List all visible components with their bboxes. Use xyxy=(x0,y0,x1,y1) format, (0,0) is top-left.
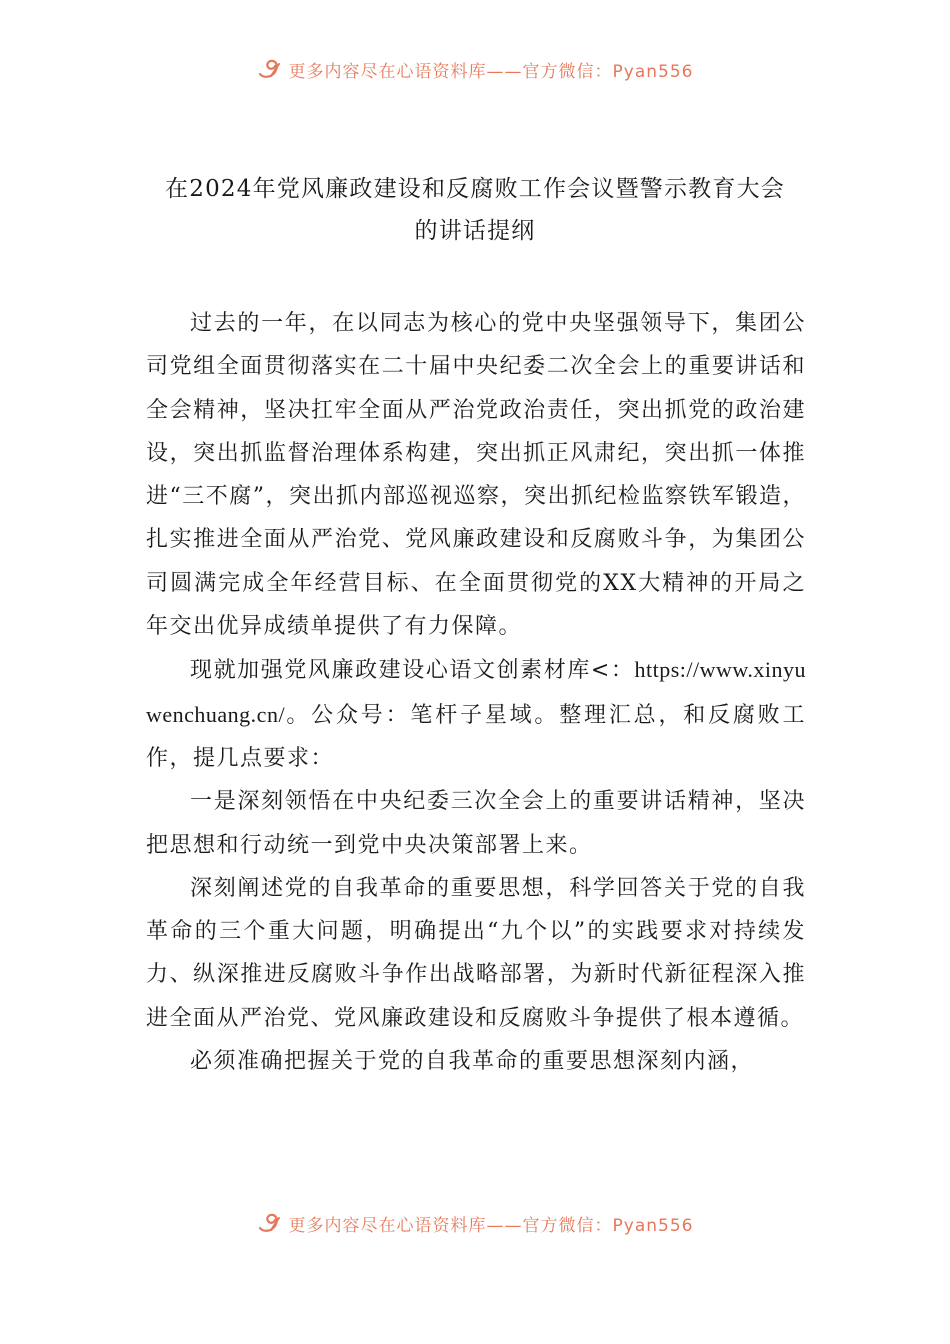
watermark-text: 更多内容尽在心语资料库——官方微信：Pyan556 xyxy=(288,1215,694,1236)
watermark-logo-icon xyxy=(257,1212,283,1234)
watermark-text: 更多内容尽在心语资料库——官方微信：Pyan556 xyxy=(288,61,694,82)
document-title xyxy=(130,168,820,252)
document-body xyxy=(146,302,806,1083)
footer-watermark xyxy=(0,1210,950,1236)
intro-prefix: 现就加强党风廉政建设心语文创素材库<： xyxy=(190,658,635,684)
intro-suffix: 。公众号：笔杆子星域。整理汇总，和反腐败工作，提几点要求： xyxy=(146,702,806,771)
paragraph-requirements-intro xyxy=(146,648,806,780)
paragraph-self-revolution: 深刻阐述党的自我革命的重要思想，科学回答关于党的自我革命的三个重大问题，明确提出“九个以”的实践要求对持续发力、纵深推进反腐败斗争作出战略部署，为新时代新征程深入推进全面从严治党、党风廉政建设和反腐败斗争提供了根本遵循。 xyxy=(146,875,806,1031)
title-line-1: 在2024年党风廉政建设和反腐败工作会议暨警示教育大会 xyxy=(165,176,785,202)
title-line-2: 的讲话提纲 xyxy=(414,218,536,244)
source-url: https://www.xinyuwenchuang.cn/ xyxy=(146,657,806,727)
watermark-logo-icon xyxy=(257,58,283,80)
paragraph-review: 过去的一年，在以同志为核心的党中央坚强领导下，集团公司党组全面贯彻落实在二十届中央纪委二次全会上的重要讲话和全会精神，坚决扛牢全面从严治党政治责任，突出抓党的政治建设，突出抓监督治理体系构建，突出抓正风肃纪，突出抓一体推进“三不腐”，突出抓内部巡视巡察，突出抓纪检监察铁军锻造，扎实推进全面从严治党、党风廉政建设和反腐败斗争，为集团公司圆满完成全年经营目标、在全面贯彻党的XX大精神的开局之年交出优异成绩单提供了有力保障。 xyxy=(146,311,806,640)
paragraph-point-one: 一是深刻领悟在中央纪委三次全会上的重要讲话精神，坚决把思想和行动统一到党中央决策部署上来。 xyxy=(146,789,806,858)
header-watermark xyxy=(0,56,950,82)
paragraph-grasp-connotation: 必须准确把握关于党的自我革命的重要思想深刻内涵， xyxy=(190,1049,755,1075)
